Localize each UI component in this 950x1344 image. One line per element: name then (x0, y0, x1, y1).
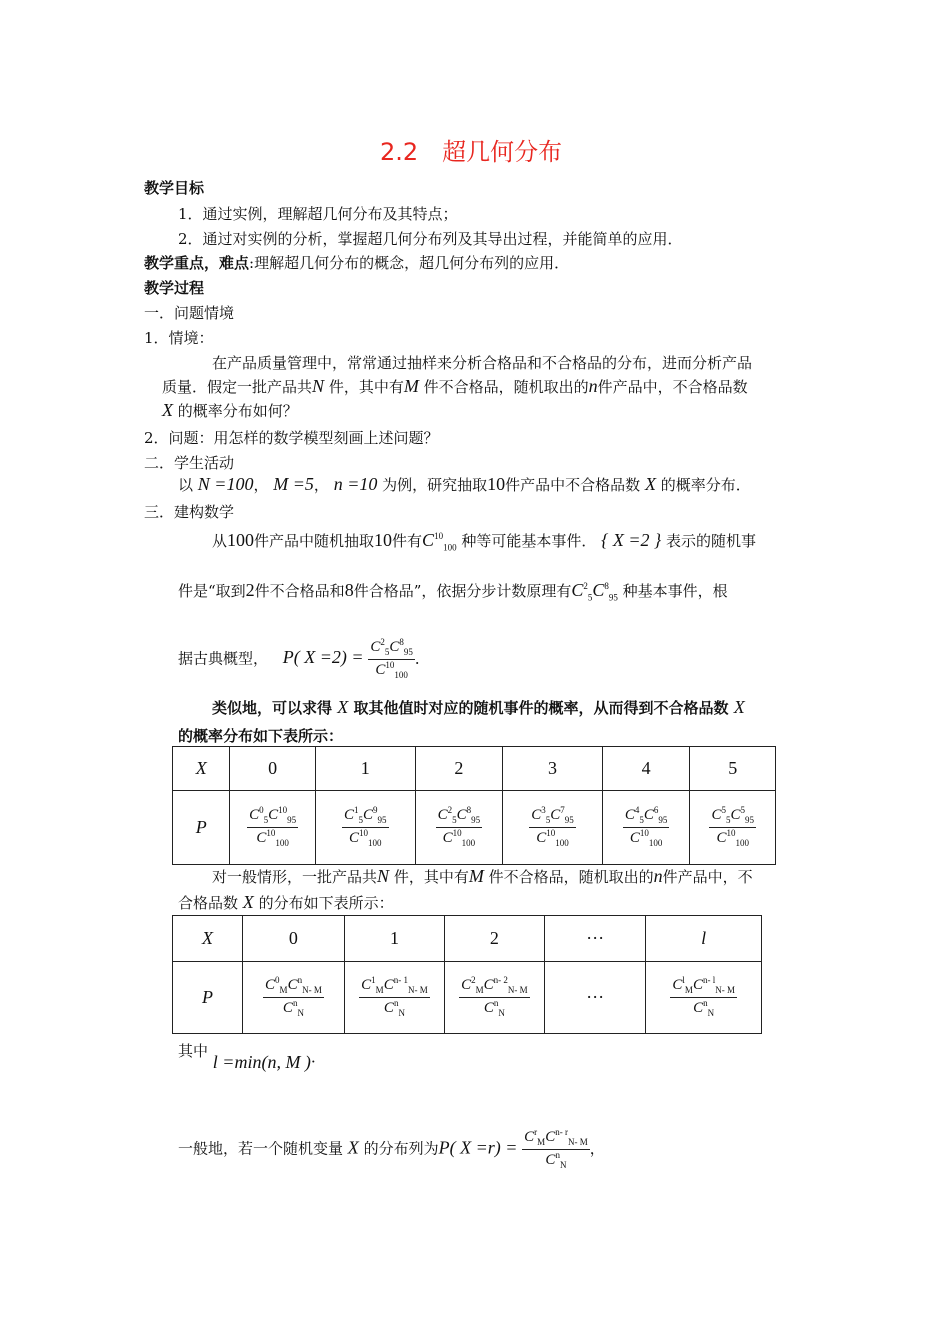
goals-heading: 教学目标 (144, 179, 205, 197)
section-3: 三．建构数学 (144, 503, 235, 521)
build-line-2: 件是“取到2件不合格品和8件合格品”，依据分步计数原理有$C^2_5C^8_{95}$ 种基本事件，根 (178, 580, 728, 603)
goal-item-2: 2．通过对实例的分析，掌握超几何分布列及其导出过程，并能简单的应用． (178, 230, 683, 248)
table-cell: $\frac{C^1_5C^9_{95}}{C^{10}_{100}}$ (315, 791, 415, 865)
table-header-cell: 1 (315, 747, 415, 791)
table-header-cell: 0 (230, 747, 316, 791)
table-cell: $\frac{C^l_MC^{n- l}_{N- M}}{C^n_N}$ (646, 962, 762, 1034)
general-case-line-2: 合格品数 X 的分布如下表所示： (178, 892, 394, 912)
similar-line-2: 的概率分布如下表所示： (178, 727, 344, 745)
situation-line-1: 在产品质量管理中，常常通过抽样来分析合格品和不合格品的分布，进而分析产品 (212, 354, 753, 372)
activity-line: 以 N =100， M =5， n =10 为例，研究抽取10件产品中不合格品数 X 的概率分布． (178, 474, 751, 494)
section-2: 二．学生活动 (144, 454, 235, 472)
distribution-table-general (172, 915, 762, 1034)
table-cell: ··· (544, 962, 645, 1034)
build-line-3: 据古典概型， P( X =2) = $\frac{C^2_5C^8_{95}}{C^{10}_{100}}$ ． (178, 637, 430, 680)
table-cell: $\frac{C^0_MC^n_{N- M}}{C^n_N}$ (242, 962, 344, 1034)
table-cell: $\frac{C^4_5C^6_{95}}{C^{10}_{100}}$ (602, 791, 690, 865)
table-cell: $\frac{C^3_5C^7_{95}}{C^{10}_{100}}$ (503, 791, 603, 865)
table-header-cell: X (173, 747, 230, 791)
section-1: 一．问题情境 (144, 304, 235, 322)
page-title: 2.2 超几何分布 (380, 138, 563, 166)
general-definition-line: 一般地，若一个随机变量 X 的分布列为P( X =r) = $\frac{C^r_MC^{n- r}_{N- M}}{C^n_N}$ ， (178, 1127, 605, 1170)
table-header-cell: 5 (690, 747, 776, 791)
table-cell: $\frac{C^0_5C^{10}_{95}}{C^{10}_{100}}$ (230, 791, 316, 865)
table-header-cell: X (173, 916, 243, 962)
table-header-cell: 2 (415, 747, 503, 791)
general-fraction: $\frac{C^r_MC^{n- r}_{N- M}}{C^n_N}$ (524, 1127, 588, 1170)
keypoints-text: :理解超几何分布的概念，超几何分布列的应用． (249, 254, 570, 272)
table-cell: $\frac{C^5_5C^5_{95}}{C^{10}_{100}}$ (690, 791, 776, 865)
where-line: 其中 l =min(n, M )． (178, 1042, 326, 1072)
table-cell: $\frac{C^1_MC^{n- 1}_{N- M}}{C^n_N}$ (344, 962, 444, 1034)
distribution-table-specific (172, 746, 776, 865)
question: 2．问题：用怎样的数学模型刻画上述问题？ (144, 429, 439, 447)
table-header-cell: 3 (503, 747, 603, 791)
probability-fraction: $\frac{C^2_5C^8_{95}}{C^{10}_{100}}$ (370, 637, 413, 680)
table-header-cell: 1 (344, 916, 444, 962)
table-cell: $\frac{C^2_5C^8_{95}}{C^{10}_{100}}$ (415, 791, 503, 865)
table-header-cell: 2 (444, 916, 544, 962)
table-row-label: P (173, 962, 243, 1034)
keypoints-label: 教学重点，难点 (144, 254, 250, 272)
situation-line-3: X 的概率分布如何？ (162, 400, 298, 420)
table-row (173, 791, 776, 865)
table-row-label: P (173, 791, 230, 865)
table-header-cell: 4 (602, 747, 690, 791)
build-line-1: 从100件产品中随机抽取10件有$C^{10}_{100}$ 种等可能基本事件． { X =2 } 表示的随机事 (212, 530, 756, 553)
situation-label: 1．情境： (144, 329, 214, 347)
table-row (173, 916, 762, 962)
table-row (173, 747, 776, 791)
table-cell: $\frac{C^2_MC^{n- 2}_{N- M}}{C^n_N}$ (444, 962, 544, 1034)
table-header-cell: 0 (242, 916, 344, 962)
table-header-cell: ··· (544, 916, 645, 962)
process-heading: 教学过程 (144, 279, 205, 297)
table-row (173, 962, 762, 1034)
situation-line-2: 质量．假定一批产品共N 件，其中有M 件不合格品，随机取出的n件产品中，不合格品数 (162, 376, 748, 396)
similar-line-1: 类似地，可以求得 X 取其他值时对应的随机事件的概率，从而得到不合格品数 X (212, 697, 745, 717)
goal-item-1: 1．通过实例，理解超几何分布及其特点； (178, 205, 458, 223)
general-case-line-1: 对一般情形，一批产品共N 件，其中有M 件不合格品，随机取出的n件产品中，不 (212, 866, 753, 886)
table-header-cell: l (646, 916, 762, 962)
keypoints (144, 252, 569, 273)
